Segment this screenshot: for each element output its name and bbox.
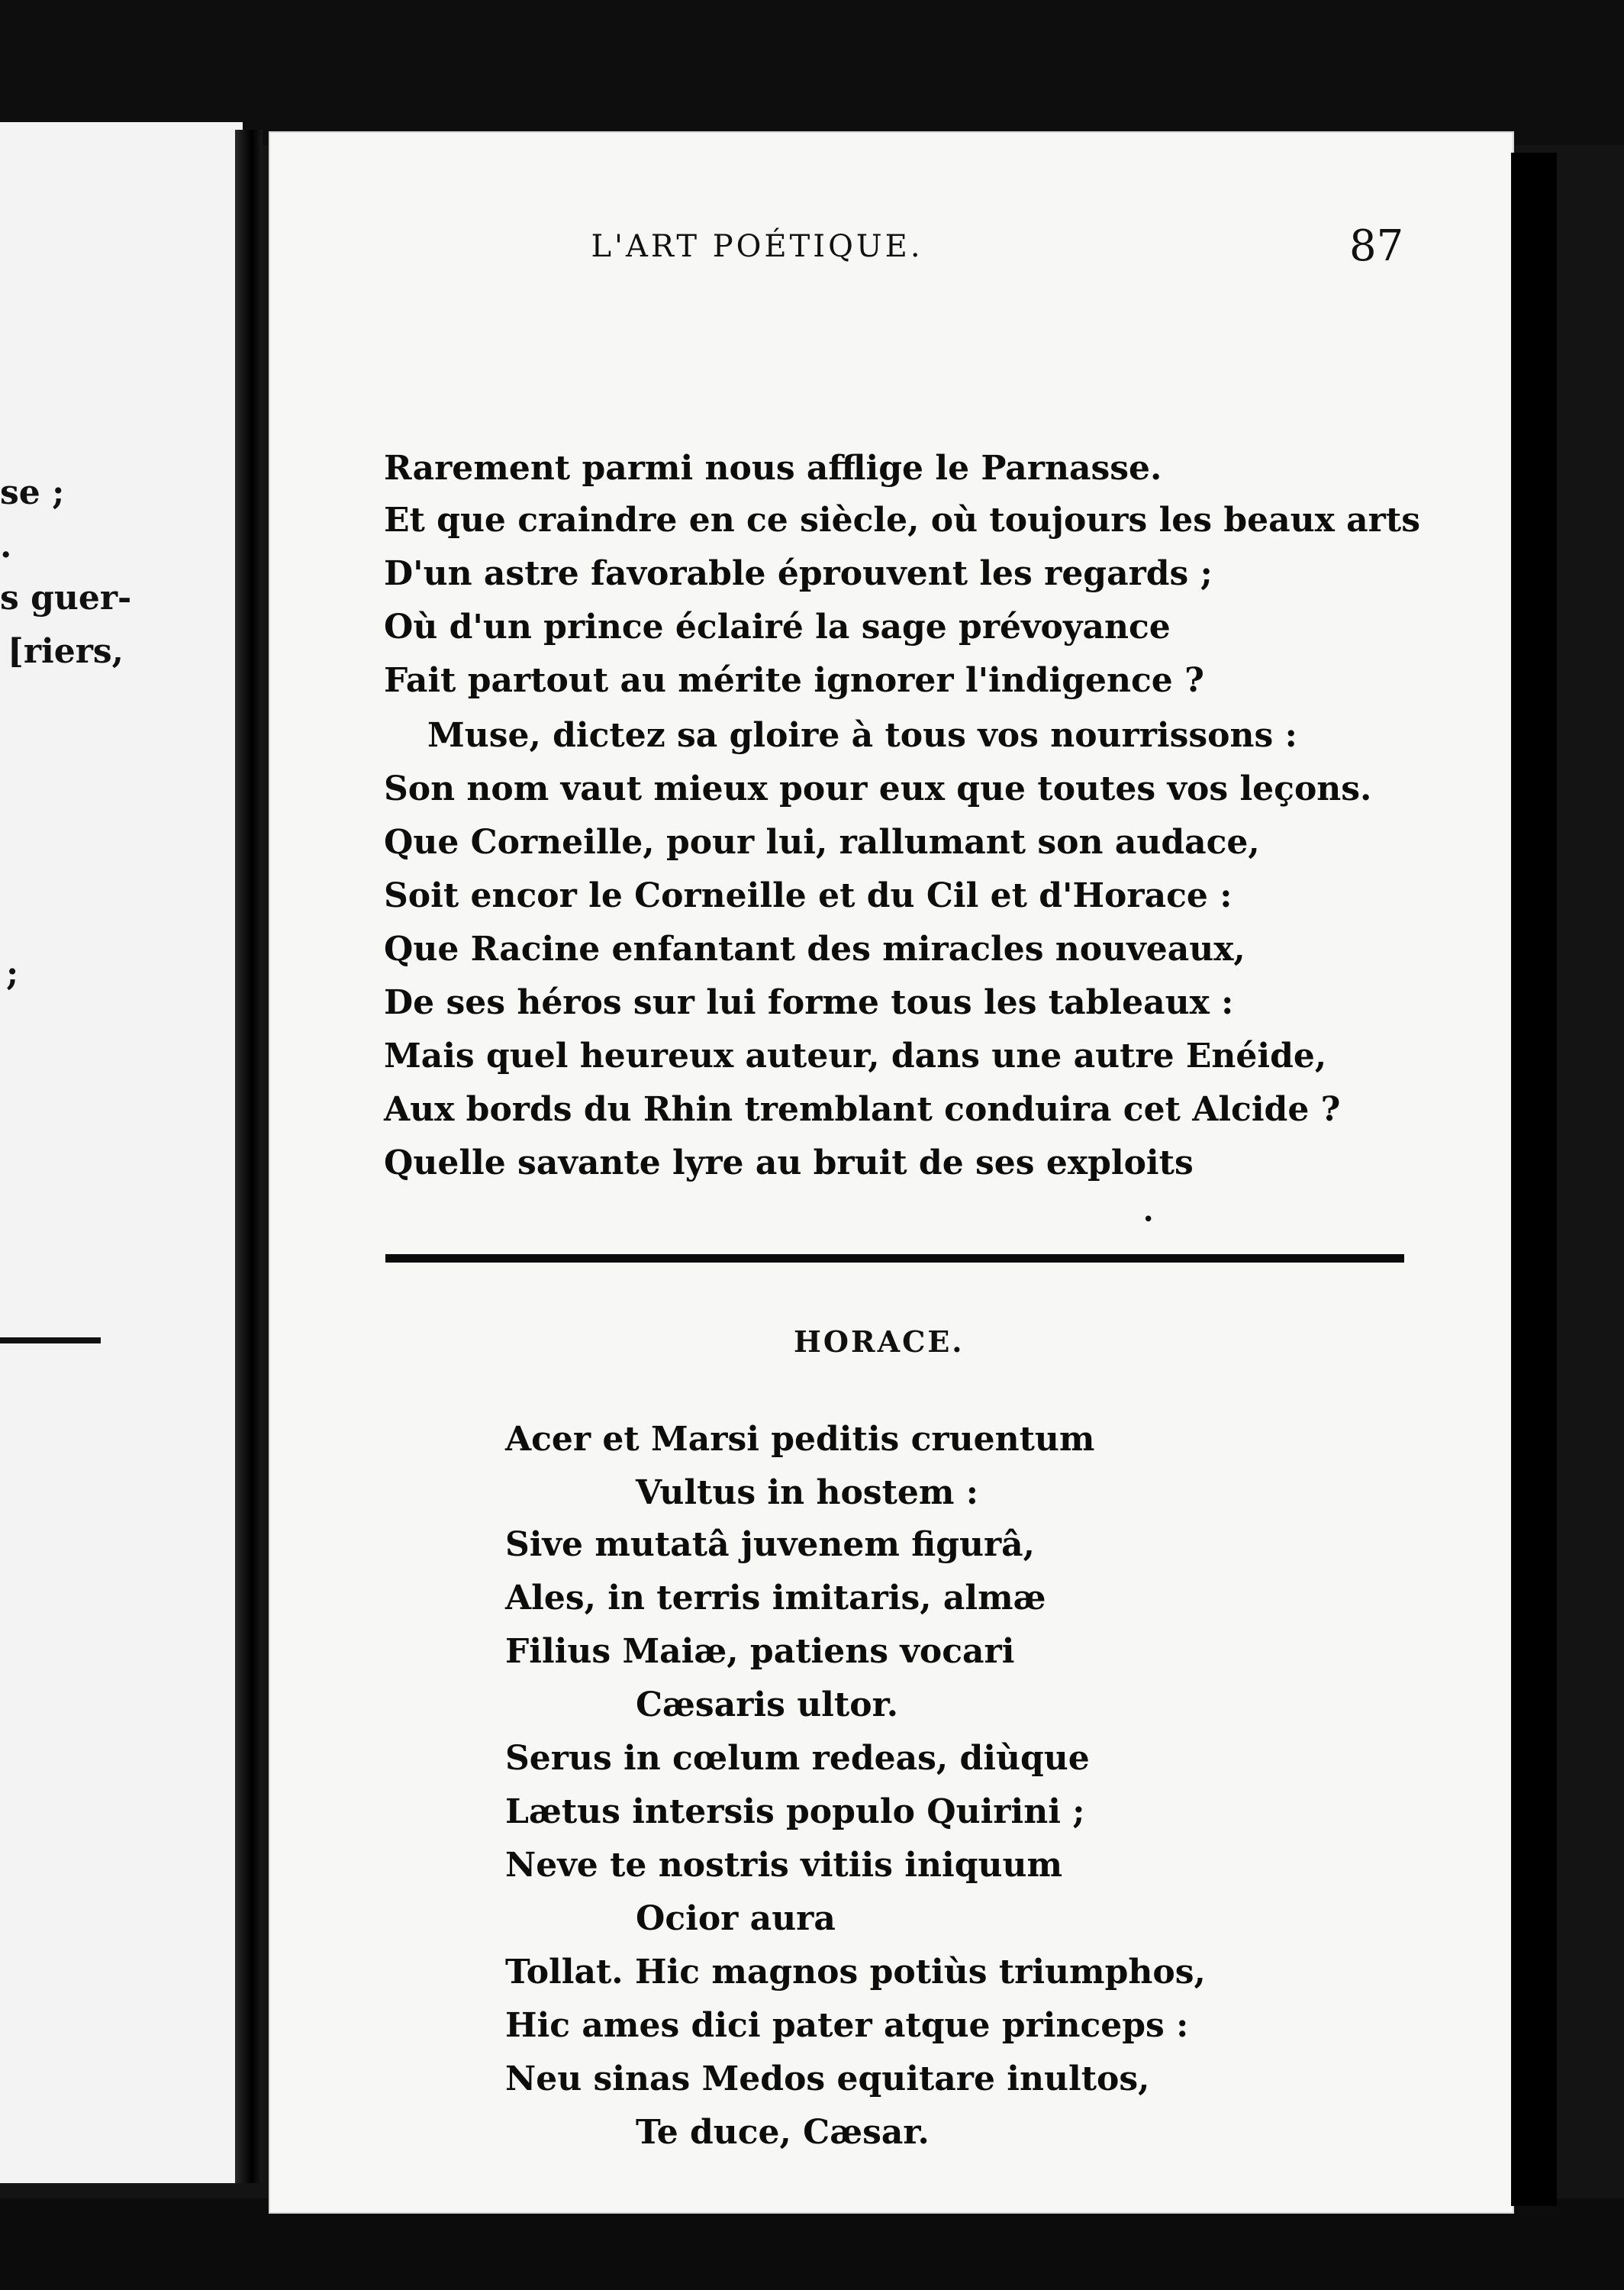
- page-number: 87: [1349, 221, 1404, 271]
- verse-line: Mais quel heureux auteur, dans une autre Enéide,: [384, 1037, 1327, 1076]
- verse-line: Et que craindre en ce siècle, où toujours les beaux arts: [384, 501, 1420, 540]
- running-header: L'ART POÉTIQUE.: [591, 229, 923, 264]
- verse-line: Quelle savante lyre au bruit de ses exploits: [384, 1143, 1194, 1182]
- verse-line: Sive mutatâ juvenem figurâ,: [505, 1525, 1035, 1564]
- verse-line: Hic ames dici pater atque princeps :: [505, 2006, 1189, 2045]
- verse-line: Rarement parmi nous afflige le Parnasse.: [384, 449, 1162, 488]
- verse-line: Neve te nostris vitiis iniquum: [505, 1846, 1062, 1885]
- verse-line: Ales, in terris imitaris, almæ: [505, 1579, 1046, 1618]
- verse-line: Serus in cœlum redeas, diùque: [505, 1739, 1090, 1778]
- book-gutter: [235, 130, 263, 2183]
- verse-line: Soit encor le Corneille et du Cil et d'Horace :: [384, 876, 1232, 915]
- verse-line: De ses héros sur lui forme tous les tableaux :: [384, 983, 1234, 1022]
- verse-line: Muse, dictez sa gloire à tous vos nourrissons :: [427, 716, 1297, 755]
- verse-line: Que Corneille, pour lui, rallumant son audace,: [384, 823, 1260, 862]
- verse-line: Te duce, Cæsar.: [636, 2113, 930, 2152]
- left-fragment: s guer-: [0, 579, 132, 618]
- printer-mark-icon: •: [1142, 1208, 1155, 1231]
- section-divider: [385, 1254, 1404, 1263]
- left-fragment: se ;: [0, 473, 65, 512]
- left-fragment: [riers,: [8, 632, 124, 671]
- verse-line: Tollat. Hic magnos potiùs triumphos,: [505, 1953, 1206, 1992]
- page-edge-shadow: [1511, 153, 1557, 2206]
- verse-line: Son nom vaut mieux pour eux que toutes vos leçons.: [384, 769, 1372, 808]
- verse-line: Acer et Marsi peditis cruentum: [505, 1420, 1095, 1459]
- verse-line: Fait partout au mérite ignorer l'indigence ?: [384, 661, 1204, 700]
- verse-line: Que Racine enfantant des miracles nouveaux,: [384, 930, 1245, 969]
- verse-line: Cæsaris ultor.: [636, 1685, 899, 1724]
- previous-page: [0, 122, 243, 2183]
- scan-background-top: [0, 0, 1624, 145]
- verse-line: Ocior aura: [636, 1899, 836, 1938]
- left-fragment: ;: [6, 954, 19, 993]
- left-fragment: .: [0, 527, 12, 566]
- verse-line: Où d'un prince éclairé la sage prévoyance: [384, 608, 1171, 647]
- verse-line: Aux bords du Rhin tremblant conduira cet Alcide ?: [384, 1090, 1341, 1129]
- verse-line: Filius Maiæ, patiens vocari: [505, 1632, 1015, 1671]
- verse-line: Lætus intersis populo Quirini ;: [505, 1792, 1085, 1831]
- left-page-rule: [0, 1337, 101, 1343]
- verse-line: D'un astre favorable éprouvent les regards ;: [384, 554, 1213, 593]
- section-title: HORACE.: [794, 1324, 965, 1359]
- verse-line: Neu sinas Medos equitare inultos,: [505, 2059, 1150, 2098]
- verse-line: Vultus in hostem :: [636, 1473, 979, 1512]
